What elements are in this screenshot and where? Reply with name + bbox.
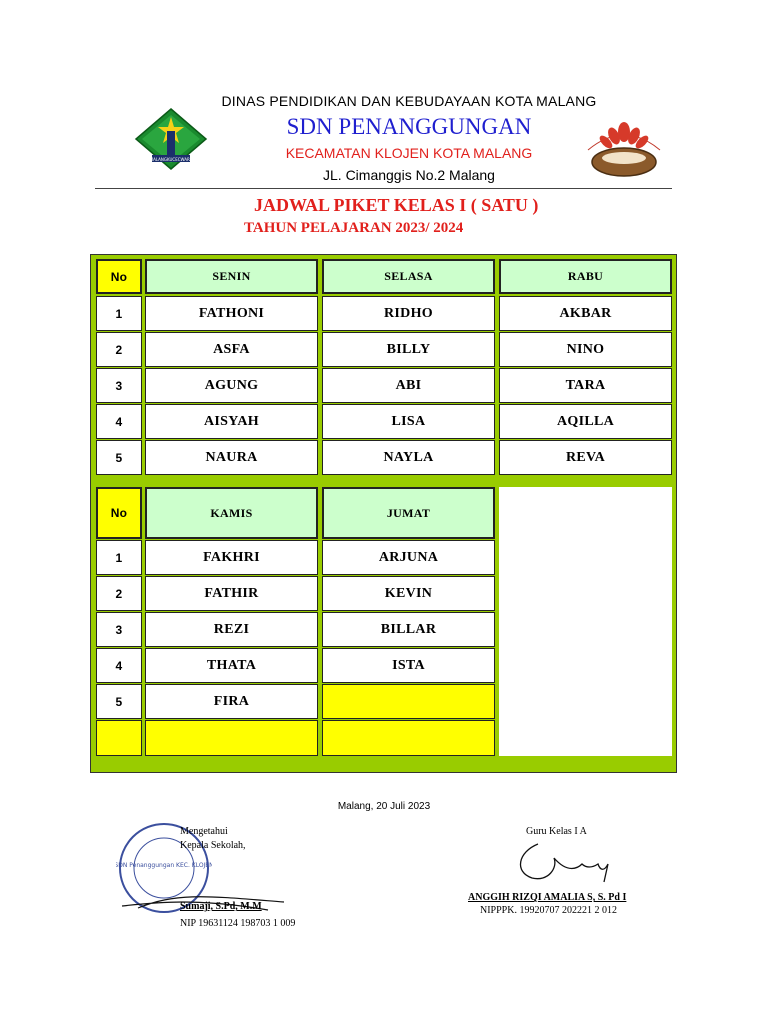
student-name: LISA xyxy=(322,404,495,439)
row-number: 4 xyxy=(96,404,142,439)
day-header-jumat: JUMAT xyxy=(322,487,495,539)
student-name: ARJUNA xyxy=(322,540,495,575)
svg-text:SDN Penanggungan KEC. KLOJEN: SDN Penanggungan KEC. KLOJEN xyxy=(116,862,212,869)
row-number: 1 xyxy=(96,296,142,331)
student-name: FAKHRI xyxy=(145,540,318,575)
row-number: 1 xyxy=(96,540,142,575)
student-name: REVA xyxy=(499,440,672,475)
student-name: BILLAR xyxy=(322,612,495,647)
principal-nip: NIP 19631124 198703 1 009 xyxy=(180,918,296,929)
school-address: JL. Cimanggis No.2 Malang xyxy=(323,167,495,183)
row-number: 3 xyxy=(96,612,142,647)
student-name: NAYLA xyxy=(322,440,495,475)
student-name: FATHIR xyxy=(145,576,318,611)
teacher-name: ANGGIH RIZQI AMALIA S, S. Pd I xyxy=(468,892,627,903)
day-header-kamis: KAMIS xyxy=(145,487,318,539)
day-header-senin: SENIN xyxy=(145,259,318,294)
no-header: No xyxy=(96,487,142,539)
student-name: KEVIN xyxy=(322,576,495,611)
student-name: AISYAH xyxy=(145,404,318,439)
empty-row-cell xyxy=(96,720,142,756)
teacher-nip: NIPPPK. 19920707 202221 2 012 xyxy=(480,905,617,916)
student-name: TARA xyxy=(499,368,672,403)
empty-row-cell xyxy=(322,720,495,756)
student-name: AQILLA xyxy=(499,404,672,439)
student-name-empty xyxy=(322,684,495,719)
svg-text:MALANGKUCECWARA: MALANGKUCECWARA xyxy=(149,157,193,162)
student-name: NINO xyxy=(499,332,672,367)
empty-row-cell xyxy=(145,720,318,756)
row-number: 2 xyxy=(96,576,142,611)
student-name: FIRA xyxy=(145,684,318,719)
student-name: FATHONI xyxy=(145,296,318,331)
row-number: 5 xyxy=(96,684,142,719)
student-name: THATA xyxy=(145,648,318,683)
principal-name: Sumaji, S.Pd, M.M xyxy=(180,901,262,912)
day-header-rabu: RABU xyxy=(499,259,672,294)
district-name: KECAMATAN KLOJEN KOTA MALANG xyxy=(285,145,533,161)
no-header: No xyxy=(96,259,142,294)
acknowledged-label: Mengetahui xyxy=(180,826,228,837)
row-number: 3 xyxy=(96,368,142,403)
header-divider xyxy=(95,188,672,189)
day-header-selasa: SELASA xyxy=(322,259,495,294)
row-number: 5 xyxy=(96,440,142,475)
row-number: 4 xyxy=(96,648,142,683)
agency-name: DINAS PENDIDIKAN DAN KEBUDAYAAN KOTA MALANG xyxy=(221,93,597,109)
student-name: AKBAR xyxy=(499,296,672,331)
student-name: REZI xyxy=(145,612,318,647)
schedule-title: JADWAL PIKET KELAS I ( SATU ) xyxy=(254,195,539,215)
student-name: ASFA xyxy=(145,332,318,367)
school-name: SDN PENANGGUNGAN xyxy=(286,114,532,139)
student-name: BILLY xyxy=(322,332,495,367)
student-name: ABI xyxy=(322,368,495,403)
student-name: RIDHO xyxy=(322,296,495,331)
teacher-role: Guru Kelas I A xyxy=(526,826,587,837)
signing-date: Malang, 20 Juli 2023 xyxy=(337,801,431,812)
teacher-signature xyxy=(508,838,628,890)
row-number: 2 xyxy=(96,332,142,367)
student-name: AGUNG xyxy=(145,368,318,403)
student-name: NAURA xyxy=(145,440,318,475)
principal-role: Kepala Sekolah, xyxy=(180,840,246,851)
student-name: ISTA xyxy=(322,648,495,683)
empty-area xyxy=(499,487,672,756)
academic-year: TAHUN PELAJARAN 2023/ 2024 xyxy=(244,220,464,236)
